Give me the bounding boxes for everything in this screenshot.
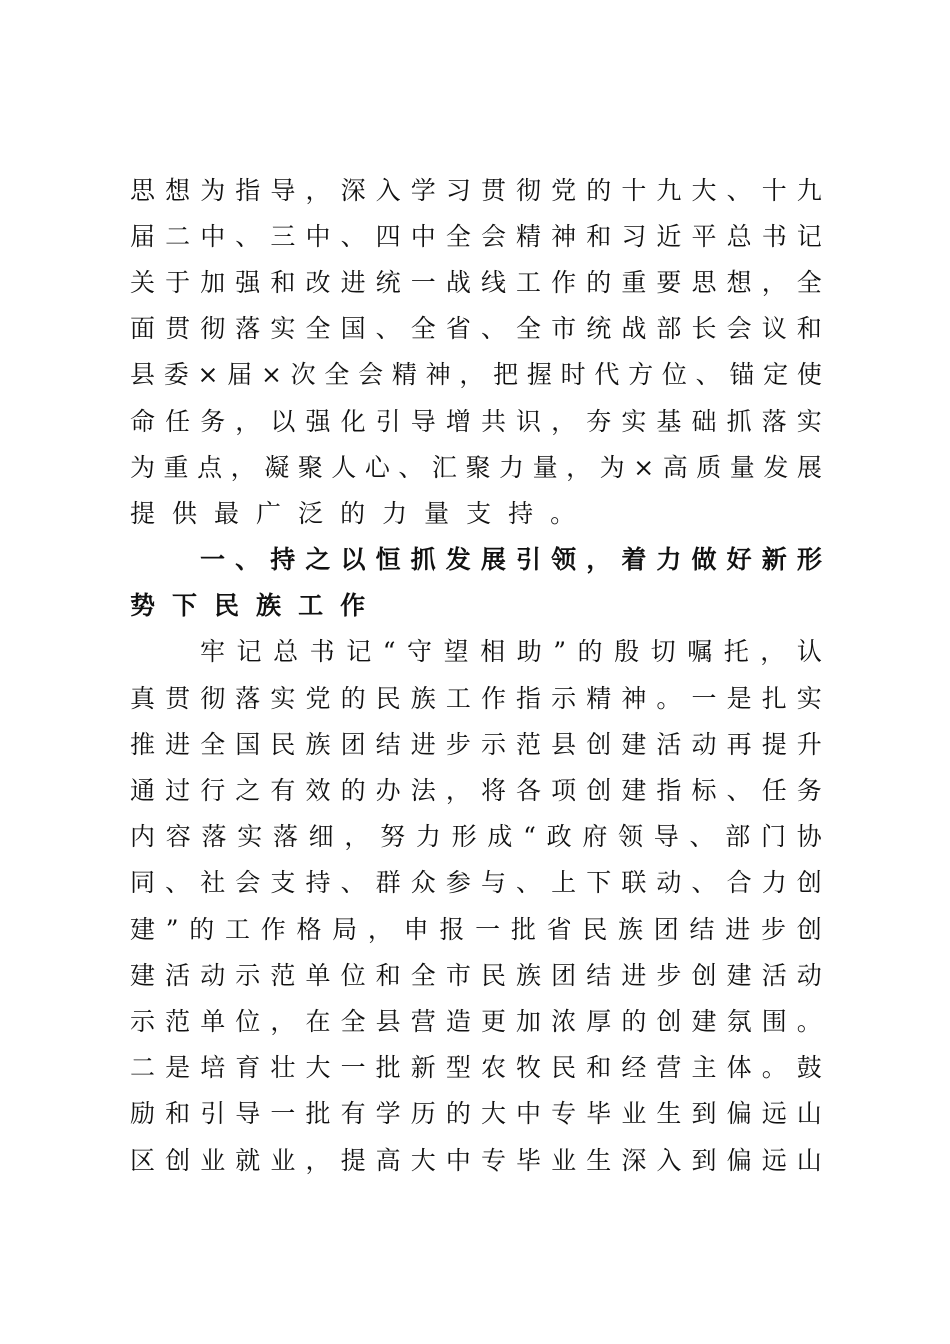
body-text-line: 县 委 × 届 × 次 全 会 精 神 ， 把 握 时 代 方 位 、 锚 定 使 <box>130 360 822 390</box>
body-text-line: 励 和 引 导 一 批 有 学 历 的 大 中 专 毕 业 生 到 偏 远 山 <box>130 1099 822 1129</box>
body-text-line: 二 是 培 育 壮 大 一 批 新 型 农 牧 民 和 经 营 主 体 。 鼓 <box>130 1053 822 1083</box>
section-heading-line: 势 下 民 族 工 作 <box>130 591 366 621</box>
body-text-line: 牢 记 总 书 记 “ 守 望 相 助 ” 的 殷 切 嘱 托 ， 认 <box>200 637 822 667</box>
body-text-line: 思 想 为 指 导 ， 深 入 学 习 贯 彻 党 的 十 九 大 、 十 九 <box>130 175 822 205</box>
body-text-line: 内 容 落 实 落 细 ， 努 力 形 成 “ 政 府 领 导 、 部 门 协 <box>130 822 822 852</box>
body-text-line: 建 活 动 示 范 单 位 和 全 市 民 族 团 结 进 步 创 建 活 动 <box>130 960 822 990</box>
section-heading-line: 一 、 持 之 以 恒 抓 发 展 引 领 ， 着 力 做 好 新 形 <box>200 545 822 575</box>
body-text-line: 区 创 业 就 业 ， 提 高 大 中 专 毕 业 生 深 入 到 偏 远 山 <box>130 1145 822 1175</box>
body-text-line: 真 贯 彻 落 实 党 的 民 族 工 作 指 示 精 神 。 一 是 扎 实 <box>130 683 822 713</box>
body-text-line: 提 供 最 广 泛 的 力 量 支 持 。 <box>130 498 576 528</box>
body-text-line: 推 进 全 国 民 族 团 结 进 步 示 范 县 创 建 活 动 再 提 升 <box>130 729 822 759</box>
document-body <box>130 167 822 1183</box>
body-text-line: 命 任 务 ， 以 强 化 引 导 增 共 识 ， 夯 实 基 础 抓 落 实 <box>130 406 822 436</box>
body-text-line: 通 过 行 之 有 效 的 办 法 ， 将 各 项 创 建 指 标 、 任 务 <box>130 776 822 806</box>
body-text-line: 同 、 社 会 支 持 、 群 众 参 与 、 上 下 联 动 、 合 力 创 <box>130 868 822 898</box>
body-text-line: 关 于 加 强 和 改 进 统 一 战 线 工 作 的 重 要 思 想 ， 全 <box>130 267 822 297</box>
body-text-line: 届 二 中 、 三 中 、 四 中 全 会 精 神 和 习 近 平 总 书 记 <box>130 221 822 251</box>
body-text-line: 为 重 点 ， 凝 聚 人 心 、 汇 聚 力 量 ， 为 × 高 质 量 发 展 <box>130 452 822 482</box>
body-text-line: 建 ” 的 工 作 格 局 ， 申 报 一 批 省 民 族 团 结 进 步 创 <box>130 914 822 944</box>
body-text-line: 面 贯 彻 落 实 全 国 、 全 省 、 全 市 统 战 部 长 会 议 和 <box>130 314 822 344</box>
body-text-line: 示 范 单 位 ， 在 全 县 营 造 更 加 浓 厚 的 创 建 氛 围 。 <box>130 1006 822 1036</box>
